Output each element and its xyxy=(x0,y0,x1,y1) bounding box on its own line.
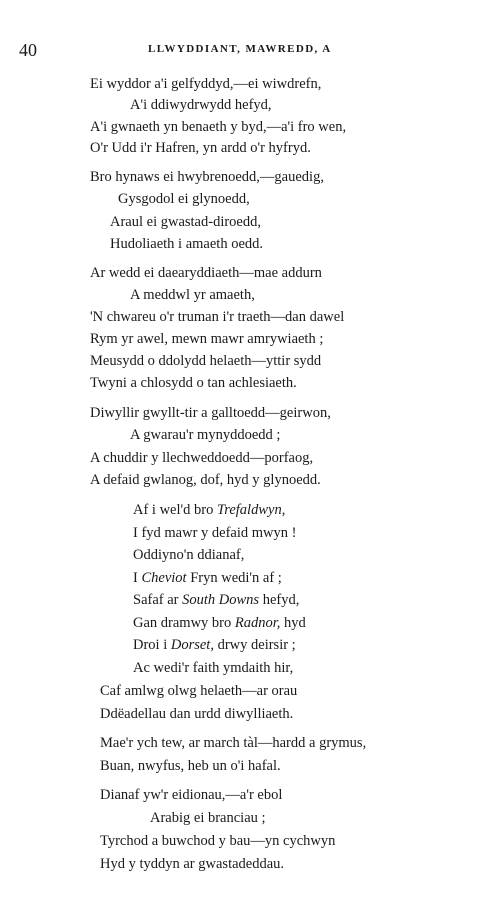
verse-line: Twyni a chlosydd o tan achlesiaeth. xyxy=(90,375,297,391)
place-name: South Downs xyxy=(182,592,260,608)
verse-line: Buan, nwyfus, heb un o'i hafal. xyxy=(100,758,281,774)
verse-line: A'i ddiwydrwydd hefyd, xyxy=(130,97,272,113)
verse-line: Dianaf yw'r eidionau,—a'r ebol xyxy=(100,787,283,803)
verse-line: A chuddir y llechweddoedd—porfaog, xyxy=(90,450,314,466)
verse-line xyxy=(133,591,299,609)
verse-text: Fryn wedi'n af ; xyxy=(186,570,282,586)
verse-line: Meusydd o ddolydd helaeth—yttir sydd xyxy=(90,353,322,369)
place-name: Cheviot xyxy=(141,570,187,586)
verse-line: A gwarau'r mynyddoedd ; xyxy=(130,427,281,443)
page-number: 40 xyxy=(19,40,37,60)
place-name: Radnor, xyxy=(234,615,281,631)
verse-line xyxy=(133,501,285,519)
place-name: Dorset, xyxy=(170,637,214,653)
verse-text: hyd xyxy=(280,615,306,631)
verse-line: Ar wedd ei daearyddiaeth—mae addurn xyxy=(90,265,322,281)
verse-line: Arabig ei branciau ; xyxy=(150,810,266,826)
verse-text: Safaf ar xyxy=(133,592,183,608)
place-name: Trefaldwyn, xyxy=(216,502,286,518)
verse-line: O'r Udd i'r Hafren, yn ardd o'r hyfryd. xyxy=(90,140,311,156)
verse-text: hefyd, xyxy=(259,592,300,608)
verse-text: Gan dramwy bro xyxy=(133,615,235,631)
verse-line: Mae'r ych tew, ar march tàl—hardd a grymus, xyxy=(100,735,367,751)
verse-line: Rym yr awel, mewn mawr amrywiaeth ; xyxy=(90,331,324,347)
verse-line: Hyd y tyddyn ar gwastadeddau. xyxy=(100,856,285,872)
running-head: LLWYDDIANT, MAWREDD, A xyxy=(148,43,332,55)
verse-line: A meddwl yr amaeth, xyxy=(130,287,255,303)
verse-line: A defaid gwlanog, dof, hyd y glynoedd. xyxy=(90,472,321,488)
verse-line: Ei wyddor a'i gelfyddyd,—ei wiwdrefn, xyxy=(90,76,322,92)
verse-line: Diwyllir gwyllt-tir a galltoedd—geirwon, xyxy=(90,405,331,421)
verse-line: Bro hynaws ei hwybrenoedd,—gauedig, xyxy=(90,169,324,185)
verse-line: 'N chwareu o'r truman i'r traeth—dan dawel xyxy=(90,309,345,325)
verse-text: drwy deirsir ; xyxy=(213,637,296,653)
verse-line: Tyrchod a buwchod y bau—yn cychwyn xyxy=(100,833,336,849)
verse-line: Caf amlwg olwg helaeth—ar orau xyxy=(100,683,298,699)
verse-text: Droi i xyxy=(133,637,171,653)
verse-line xyxy=(133,614,306,632)
verse-line: Gysgodol ei glynoedd, xyxy=(118,191,250,207)
verse-line: Hudoliaeth i amaeth oedd. xyxy=(110,236,264,252)
verse-line: A'i gwnaeth yn benaeth y byd,—a'i fro wen, xyxy=(90,119,347,135)
verse-line: Oddiyno'n ddianaf, xyxy=(133,547,245,563)
verse-line: Araul ei gwastad-diroedd, xyxy=(110,214,261,230)
verse-text: I xyxy=(133,570,142,586)
verse-line: I fyd mawr y defaid mwyn ! xyxy=(133,525,297,541)
verse-line xyxy=(133,636,296,654)
verse-line: Ddëadellau dan urdd diwylliaeth. xyxy=(100,706,294,722)
verse-line xyxy=(133,569,282,587)
verse-line: Ac wedi'r faith ymdaith hir, xyxy=(133,660,294,676)
verse-text: Af i wel'd bro xyxy=(133,502,217,518)
